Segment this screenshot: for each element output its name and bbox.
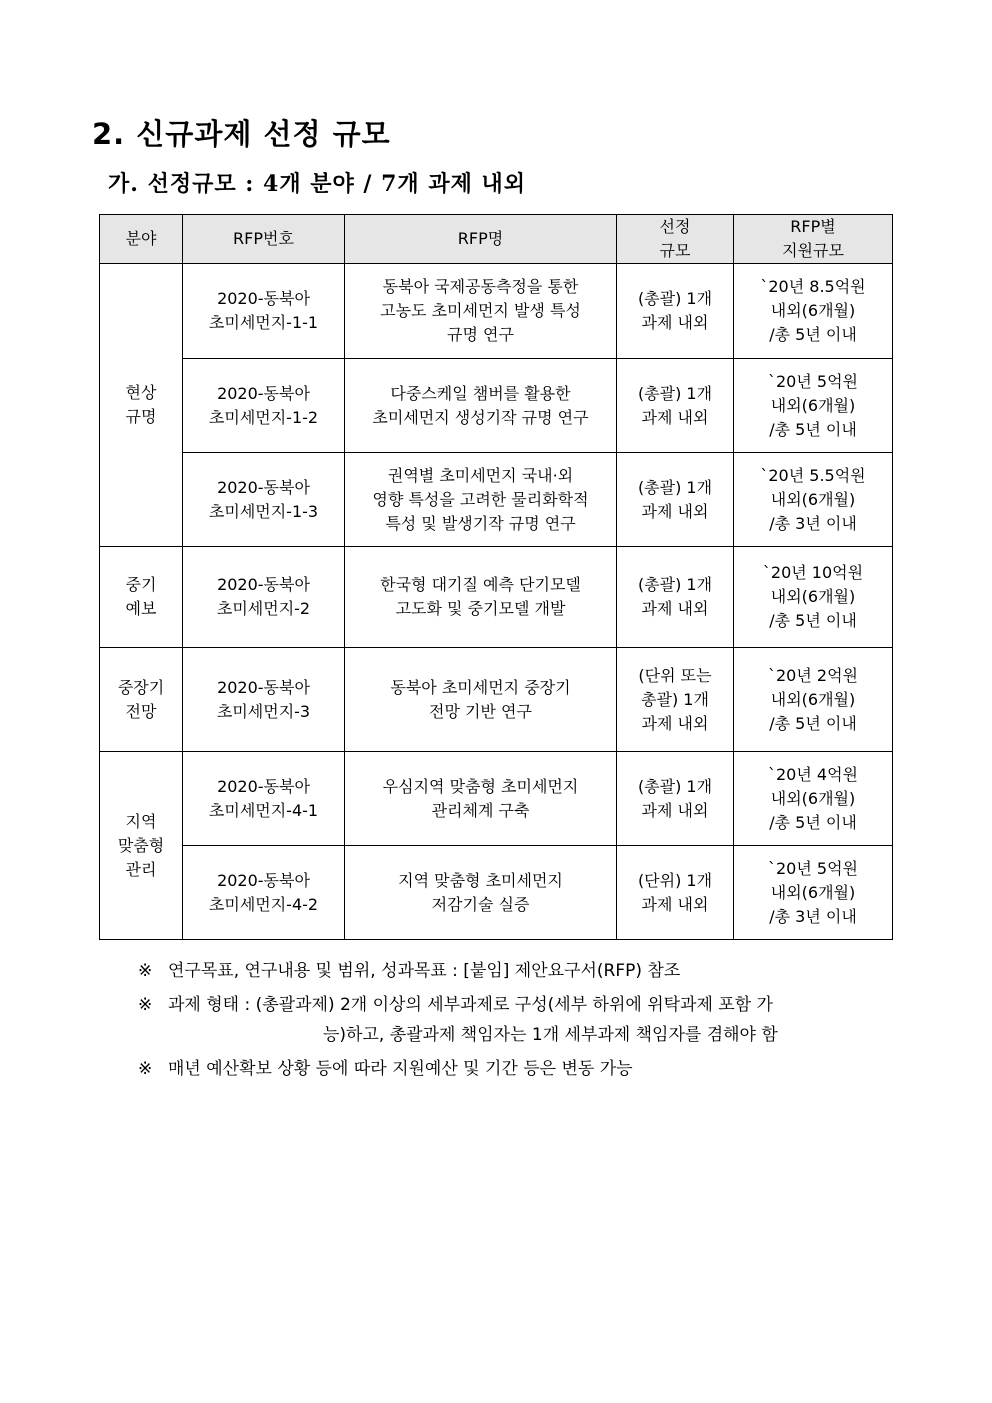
support-scale-cell: `20년 5억원 내외(6개월) /총 3년 이내 — [734, 846, 893, 940]
notes-section — [138, 958, 898, 1090]
selection-scale-cell: (총괄) 1개 과제 내외 — [617, 547, 734, 648]
support-scale-cell: `20년 2억원 내외(6개월) /총 5년 이내 — [734, 648, 893, 752]
header-support-scale: RFP별 지원규모 — [734, 215, 893, 264]
section-subheading: 가. 선정규모 : 4개 분야 / 7개 과제 내외 — [108, 171, 526, 197]
header-selection-scale: 선정 규모 — [617, 215, 734, 264]
rfp-name-cell: 동북아 초미세먼지 중장기 전망 기반 연구 — [345, 648, 617, 752]
header-rfp-number: RFP번호 — [183, 215, 345, 264]
rfp-number-cell: 2020-동북아 초미세먼지-1-1 — [183, 264, 345, 359]
note-text: 과제 형태 : (총괄과제) 2개 이상의 세부과제로 구성(세부 하위에 위탁과제 포함 가 — [168, 995, 773, 1015]
rfp-name-cell: 동북아 국제공동측정을 통한 고농도 초미세먼지 발생 특성 규명 연구 — [345, 264, 617, 359]
table-row — [100, 648, 893, 752]
note-text-continuation: 능)하고, 총괄과제 책임자는 1개 세부과제 책임자를 겸해야 함 — [323, 1025, 778, 1045]
rfp-number-cell: 2020-동북아 초미세먼지-4-1 — [183, 752, 345, 846]
note-text: 매년 예산확보 상황 등에 따라 지원예산 및 기간 등은 변동 가능 — [168, 1059, 633, 1079]
rfp-number-cell: 2020-동북아 초미세먼지-1-2 — [183, 359, 345, 453]
note-item — [138, 958, 898, 984]
reference-mark-icon: ※ — [138, 995, 153, 1015]
table-row — [100, 752, 893, 846]
rfp-number-cell: 2020-동북아 초미세먼지-1-3 — [183, 453, 345, 547]
rfp-name-cell: 지역 맞춤형 초미세먼지 저감기술 실증 — [345, 846, 617, 940]
section-heading: 2. 신규과제 선정 규모 — [92, 117, 391, 151]
rfp-number-cell: 2020-동북아 초미세먼지-4-2 — [183, 846, 345, 940]
table-row — [100, 547, 893, 648]
field-cell: 중기 예보 — [100, 547, 183, 648]
note-item — [138, 992, 898, 1048]
header-rfp-name: RFP명 — [345, 215, 617, 264]
selection-scale-cell: (단위 또는 총괄) 1개 과제 내외 — [617, 648, 734, 752]
table-row — [100, 359, 893, 453]
reference-mark-icon: ※ — [138, 961, 153, 981]
rfp-name-cell: 한국형 대기질 예측 단기모델 고도화 및 중기모델 개발 — [345, 547, 617, 648]
header-field: 분야 — [100, 215, 183, 264]
support-scale-cell: `20년 4억원 내외(6개월) /총 5년 이내 — [734, 752, 893, 846]
rfp-number-cell: 2020-동북아 초미세먼지-2 — [183, 547, 345, 648]
note-item — [138, 1056, 898, 1082]
support-scale-cell: `20년 8.5억원 내외(6개월) /총 5년 이내 — [734, 264, 893, 359]
support-scale-cell: `20년 10억원 내외(6개월) /총 5년 이내 — [734, 547, 893, 648]
support-scale-cell: `20년 5억원 내외(6개월) /총 5년 이내 — [734, 359, 893, 453]
table-row — [100, 453, 893, 547]
note-text: 연구목표, 연구내용 및 범위, 성과목표 : [붙임] 제안요구서(RFP) 참조 — [168, 961, 681, 981]
selection-scale-cell: (단위) 1개 과제 내외 — [617, 846, 734, 940]
rfp-name-cell: 다중스케일 챔버를 활용한 초미세먼지 생성기작 규명 연구 — [345, 359, 617, 453]
field-cell: 중장기 전망 — [100, 648, 183, 752]
field-cell: 지역 맞춤형 관리 — [100, 752, 183, 940]
support-scale-cell: `20년 5.5억원 내외(6개월) /총 3년 이내 — [734, 453, 893, 547]
selection-scale-cell: (총괄) 1개 과제 내외 — [617, 264, 734, 359]
table-row — [100, 264, 893, 359]
selection-scale-cell: (총괄) 1개 과제 내외 — [617, 453, 734, 547]
rfp-name-cell: 우심지역 맞춤형 초미세먼지 관리체계 구축 — [345, 752, 617, 846]
rfp-table — [99, 214, 893, 940]
field-cell: 현상 규명 — [100, 264, 183, 547]
rfp-name-cell: 권역별 초미세먼지 국내·외 영향 특성을 고려한 물리화학적 특성 및 발생기작 규명 연구 — [345, 453, 617, 547]
selection-scale-cell: (총괄) 1개 과제 내외 — [617, 359, 734, 453]
selection-scale-cell: (총괄) 1개 과제 내외 — [617, 752, 734, 846]
table-row — [100, 846, 893, 940]
table-header-row — [100, 215, 893, 264]
rfp-number-cell: 2020-동북아 초미세먼지-3 — [183, 648, 345, 752]
reference-mark-icon: ※ — [138, 1059, 153, 1079]
